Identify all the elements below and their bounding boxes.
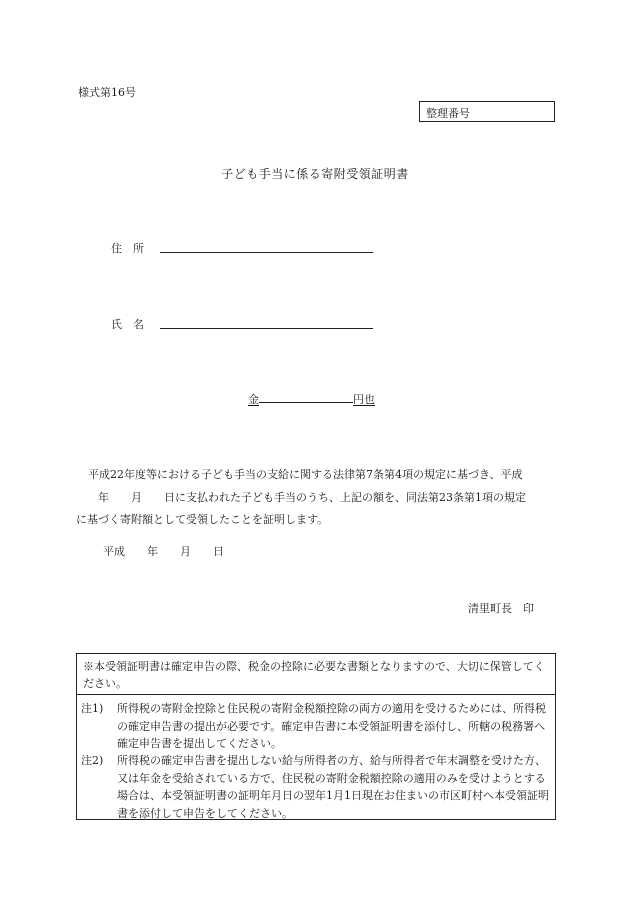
form-number: 様式第16号 xyxy=(78,86,136,99)
reference-number-label: 整理番号 xyxy=(426,107,470,120)
amount-line xyxy=(248,391,375,407)
note-2 xyxy=(81,752,549,822)
issue-date: 平成 年 月 日 xyxy=(103,545,224,558)
reference-number-box xyxy=(419,101,555,122)
document-title: 子ども手当に係る寄附受領証明書 xyxy=(221,167,409,181)
name-line[interactable] xyxy=(160,328,373,329)
notice-divider xyxy=(77,694,555,695)
note-1 xyxy=(81,700,549,753)
certification-statement xyxy=(76,464,554,532)
address-label: 住 所 xyxy=(111,242,144,255)
note-1-text: 所得税の寄附金控除と住民税の寄附金税額控除の両方の適用を受けるためには、所得税の確定申告書の提出が必要です。確定申告書に本受領証明書を添付し、所轄の税務署へ確定申告書を提出してください。 xyxy=(117,702,546,750)
statement-line-1: 平成22年度等における子ども手当の支給に関する法律第7条第4項の規定に基づき、平成 xyxy=(88,468,523,481)
statement-line-3: に基づく寄附額として受領したことを証明します。 xyxy=(76,513,329,526)
mayor-seal-line: 清里町長 印 xyxy=(468,602,534,615)
statement-line-2: 年 月 日に支払われた子ども手当のうち、上記の額を、同法第23条第1項の規定 xyxy=(76,490,526,504)
note-2-label: 注2) xyxy=(81,754,104,767)
note-1-label: 注1) xyxy=(81,702,104,715)
notice-keep-safely: ※本受領証明書は確定申告の際、税金の控除に必要な書類となりますので、大切に保管してください。 xyxy=(83,660,545,690)
amount-blank[interactable] xyxy=(259,391,353,403)
notice-box xyxy=(76,653,556,820)
name-label: 氏 名 xyxy=(111,318,144,331)
amount-prefix: 金 xyxy=(248,393,259,406)
note-2-text: 所得税の確定申告書を提出しない給与所得者の方、給与所得者で年末調整を受けた方、又は年金を受給されている方で、住民税の寄附金税額控除の適用のみを受けようとする場合は、本受領証明書の証明年月日の翌年1月1日現在お住まいの市区町村へ本受領証明書を添付して申告をしてください。 xyxy=(117,754,549,820)
address-line[interactable] xyxy=(160,252,373,253)
amount-suffix: 円也 xyxy=(353,393,375,406)
